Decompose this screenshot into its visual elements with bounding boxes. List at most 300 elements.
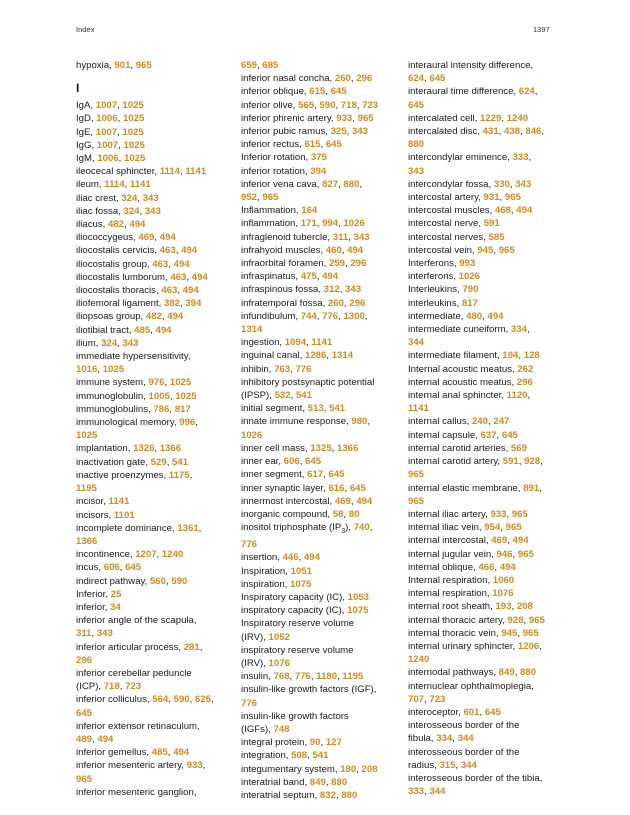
index-entry-line xyxy=(408,482,568,495)
page-reference-link[interactable]: 790 xyxy=(462,284,479,296)
page-reference-link[interactable]: 617 xyxy=(307,469,324,481)
page-reference-link[interactable]: 1195 xyxy=(76,483,97,495)
page-reference-link[interactable]: 901 xyxy=(114,60,131,71)
page-reference-link[interactable]: 637 xyxy=(480,429,497,441)
index-term-text: innate immune response, xyxy=(241,416,352,428)
page-reference-link[interactable]: 463 xyxy=(170,271,187,283)
page-reference-link[interactable]: 849 xyxy=(309,776,326,788)
page-reference-link[interactable]: 1025 xyxy=(76,430,98,442)
page-reference-link[interactable]: 880 xyxy=(520,667,537,679)
page-reference-link[interactable]: 343 xyxy=(142,192,159,204)
index-entry-line xyxy=(241,670,401,683)
page-reference-link[interactable]: 343 xyxy=(351,126,368,138)
page-reference-link[interactable]: 849 xyxy=(498,667,515,679)
page-reference-link[interactable]: 707 xyxy=(408,693,425,705)
index-term-text: inferior articular process, xyxy=(76,641,184,653)
page-reference-link[interactable]: 846 xyxy=(525,126,542,138)
index-term-text: , xyxy=(180,166,186,178)
page-reference-link[interactable]: 513 xyxy=(307,403,324,415)
page-reference-link[interactable]: 763 xyxy=(274,363,291,375)
page-reference-link[interactable]: 645 xyxy=(325,139,342,151)
page-reference-link[interactable]: 1114 xyxy=(104,179,125,191)
page-reference-link[interactable]: 343 xyxy=(122,337,139,349)
page-reference-link[interactable]: 723 xyxy=(125,681,142,693)
page-reference-link[interactable]: 1060 xyxy=(492,574,515,586)
page-reference-link[interactable]: 645 xyxy=(501,429,518,441)
page-reference-link[interactable]: 343 xyxy=(345,284,362,296)
page-reference-link[interactable]: 880 xyxy=(341,790,358,802)
page-reference-link[interactable]: 541 xyxy=(295,390,312,402)
page-reference-link[interactable]: 645 xyxy=(408,99,425,111)
index-column-3 xyxy=(408,59,568,798)
index-term-text: hypoxia, xyxy=(76,60,115,71)
page-reference-link[interactable]: 296 xyxy=(350,258,367,270)
index-term-text: internal oblique, xyxy=(408,561,479,573)
page-reference-link[interactable]: 1076 xyxy=(268,658,290,670)
page-reference-link[interactable]: 494 xyxy=(129,219,146,231)
page-reference-link[interactable]: 1016 xyxy=(76,364,98,376)
page-reference-link[interactable]: 529 xyxy=(150,456,167,468)
page-reference-link[interactable]: 325 xyxy=(330,126,347,138)
page-reference-link[interactable]: 494 xyxy=(322,271,339,283)
index-term-text: , xyxy=(169,403,175,415)
index-term-text: , xyxy=(167,747,174,759)
index-term-text: , xyxy=(337,671,343,683)
page-reference-link[interactable]: 343 xyxy=(515,178,532,190)
page-reference-link[interactable]: 1229 xyxy=(480,112,502,124)
page-reference-link[interactable]: 645 xyxy=(349,482,366,494)
page-reference-link[interactable]: 606 xyxy=(103,562,120,574)
page-reference-link[interactable]: 933 xyxy=(186,760,203,772)
index-term-text: intercostal nerves, xyxy=(408,231,489,243)
page-reference-link[interactable]: 382 xyxy=(163,298,180,310)
page-reference-link[interactable]: 1141 xyxy=(311,337,333,349)
page-reference-link[interactable]: 1075 xyxy=(290,578,312,590)
page-reference-link[interactable]: 832 xyxy=(319,790,336,802)
page-reference-link[interactable]: 311 xyxy=(332,231,349,243)
page-reference-link[interactable]: 469 xyxy=(491,535,508,547)
page-reference-link[interactable]: 1195 xyxy=(342,671,364,683)
page-reference-link[interactable]: 1207 xyxy=(135,549,157,561)
page-reference-link[interactable]: 431 xyxy=(482,126,499,138)
page-reference-link[interactable]: 1025 xyxy=(175,390,197,402)
page-reference-link[interactable]: 475 xyxy=(300,271,317,283)
page-reference-link[interactable]: 965 xyxy=(511,508,528,520)
page-reference-link[interactable]: 560 xyxy=(149,575,166,587)
index-term-text: , xyxy=(541,126,545,138)
page-reference-link[interactable]: 296 xyxy=(516,376,533,388)
page-reference-link[interactable]: 776 xyxy=(241,539,258,551)
page-reference-link[interactable]: 776 xyxy=(322,310,339,322)
page-reference-link[interactable]: 394 xyxy=(185,298,202,310)
page-reference-link[interactable]: 1120 xyxy=(506,390,528,402)
page-reference-link[interactable]: 993 xyxy=(459,258,476,270)
page-reference-link[interactable]: 615 xyxy=(304,139,321,151)
page-reference-link[interactable]: 1366 xyxy=(159,443,182,455)
page-reference-link[interactable]: 1094 xyxy=(284,337,307,349)
page-reference-link[interactable]: 1007 xyxy=(95,100,118,112)
page-reference-link[interactable]: 333 xyxy=(408,786,425,798)
page-reference-link[interactable]: 485 xyxy=(134,324,151,336)
page-reference-link[interactable]: 1005 xyxy=(148,390,170,402)
index-term-text: , xyxy=(528,152,532,164)
index-entry-line xyxy=(241,697,401,710)
index-entry-line xyxy=(76,310,236,323)
page-reference-link[interactable]: 80 xyxy=(348,508,360,520)
page-reference-link[interactable]: 541 xyxy=(172,456,189,468)
page-reference-link[interactable]: 344 xyxy=(429,786,446,798)
page-reference-link[interactable]: 606 xyxy=(283,456,300,468)
page-reference-link[interactable]: 1286 xyxy=(305,350,327,362)
page-reference-link[interactable]: 494 xyxy=(159,232,176,244)
page-reference-link[interactable]: 945 xyxy=(501,627,518,639)
page-reference-link[interactable]: 343 xyxy=(144,205,161,217)
page-reference-link[interactable]: 494 xyxy=(97,733,114,745)
page-reference-link[interactable]: 438 xyxy=(504,126,521,138)
page-reference-link[interactable]: 343 xyxy=(353,231,370,243)
page-reference-link[interactable]: 945 xyxy=(477,244,494,256)
page-reference-link[interactable]: 645 xyxy=(125,562,142,574)
page-reference-link[interactable]: 494 xyxy=(181,245,198,257)
page-reference-link[interactable]: 171 xyxy=(300,218,317,230)
page-reference-link[interactable]: 817 xyxy=(174,403,191,415)
page-reference-link[interactable]: 460 xyxy=(325,244,342,256)
page-reference-link[interactable]: 466 xyxy=(478,561,495,573)
page-reference-link[interactable]: 718 xyxy=(340,99,357,111)
page-reference-link[interactable]: 469 xyxy=(138,232,155,244)
page-reference-link[interactable]: 482 xyxy=(108,219,125,231)
page-reference-link[interactable]: 645 xyxy=(484,706,501,718)
page-reference-link[interactable]: 1240 xyxy=(506,112,529,124)
page-reference-link[interactable]: 880 xyxy=(331,776,348,788)
page-reference-link[interactable]: 1361 xyxy=(177,522,199,534)
page-reference-link[interactable]: 334 xyxy=(436,733,453,745)
page-reference-link[interactable]: 645 xyxy=(429,73,446,85)
page-reference-link[interactable]: 880 xyxy=(343,178,360,190)
index-term-text: , xyxy=(341,244,348,256)
page-reference-link[interactable]: 296 xyxy=(349,297,366,309)
page-reference-link[interactable]: 740 xyxy=(353,522,370,534)
index-entry-line xyxy=(76,522,236,535)
index-entry-line xyxy=(76,601,236,614)
page-reference-link[interactable]: 494 xyxy=(356,495,373,507)
page-reference-link[interactable]: 164 xyxy=(301,205,318,217)
page-reference-link[interactable]: 723 xyxy=(362,99,379,111)
page-reference-link[interactable]: 744 xyxy=(300,310,317,322)
index-term-text: , xyxy=(518,456,525,468)
page-reference-link[interactable]: 343 xyxy=(408,165,425,177)
page-reference-link[interactable]: 880 xyxy=(408,139,425,151)
page-reference-link[interactable]: 1025 xyxy=(123,139,145,151)
page-reference-link[interactable]: 591 xyxy=(502,456,519,468)
page-reference-link[interactable]: 965 xyxy=(408,469,425,481)
page-reference-link[interactable]: 564 xyxy=(152,694,169,706)
page-reference-link[interactable]: 776 xyxy=(241,697,258,709)
page-reference-link[interactable]: 334 xyxy=(510,324,527,336)
page-reference-link[interactable]: 1025 xyxy=(169,377,192,389)
page-reference-link[interactable]: 34 xyxy=(110,601,121,613)
page-reference-link[interactable]: 946 xyxy=(496,548,513,560)
page-reference-link[interactable]: 748 xyxy=(273,724,290,736)
page-reference-link[interactable]: 494 xyxy=(512,535,529,547)
page-reference-link[interactable]: 494 xyxy=(167,311,184,323)
page-reference-link[interactable]: 645 xyxy=(76,707,93,719)
page-reference-link[interactable]: 25 xyxy=(110,588,122,600)
page-reference-link[interactable]: 996 xyxy=(179,417,196,429)
page-reference-link[interactable]: 1025 xyxy=(122,113,145,125)
page-reference-link[interactable]: 601 xyxy=(463,706,480,718)
index-column-2 xyxy=(241,59,401,802)
page-reference-link[interactable]: 645 xyxy=(328,469,345,481)
page-reference-link[interactable]: 494 xyxy=(499,561,516,573)
page-reference-link[interactable]: 494 xyxy=(182,285,199,297)
page-reference-link[interactable]: 569 xyxy=(510,442,527,454)
page-reference-link[interactable]: 1175 xyxy=(168,469,190,481)
page-reference-link[interactable]: 965 xyxy=(135,60,152,71)
page-reference-link[interactable]: 817 xyxy=(461,297,478,309)
page-reference-link[interactable]: 685 xyxy=(262,60,279,71)
page-reference-link[interactable]: 312 xyxy=(323,284,340,296)
page-reference-link[interactable]: 1180 xyxy=(316,671,338,683)
index-entry-line xyxy=(408,772,568,785)
page-reference-link[interactable]: 1114 xyxy=(159,166,181,178)
page-reference-link[interactable]: 127 xyxy=(325,737,342,749)
page-reference-link[interactable]: 1075 xyxy=(347,605,369,617)
page-reference-link[interactable]: 208 xyxy=(516,601,533,613)
page-reference-link[interactable]: 260 xyxy=(334,73,351,85)
page-reference-link[interactable]: 1325 xyxy=(310,442,332,454)
page-reference-link[interactable]: 90 xyxy=(309,737,321,749)
page-reference-link[interactable]: 965 xyxy=(504,192,521,204)
page-reference-link[interactable]: 469 xyxy=(334,495,351,507)
page-reference-link[interactable]: 1300 xyxy=(343,310,365,322)
page-reference-link[interactable]: 645 xyxy=(330,86,347,98)
page-reference-link[interactable]: 931 xyxy=(483,192,500,204)
index-term-text: , xyxy=(314,99,320,111)
page-reference-link[interactable]: 485 xyxy=(151,747,168,759)
page-reference-link[interactable]: 965 xyxy=(498,244,515,256)
page-reference-link[interactable]: 1141 xyxy=(108,496,130,508)
page-reference-link[interactable]: 1101 xyxy=(113,509,135,521)
page-reference-link[interactable]: 494 xyxy=(173,258,190,270)
page-reference-link[interactable]: 965 xyxy=(408,495,425,507)
page-reference-link[interactable]: 375 xyxy=(310,152,327,164)
index-term-text: , xyxy=(325,86,331,98)
page-reference-link[interactable]: 494 xyxy=(191,271,208,283)
page-reference-link[interactable]: 645 xyxy=(305,456,322,468)
page-reference-link[interactable]: 1025 xyxy=(122,126,144,138)
page-reference-link[interactable]: 494 xyxy=(487,310,504,322)
page-reference-link[interactable]: 1141 xyxy=(408,403,429,415)
page-reference-link[interactable]: 1026 xyxy=(241,429,263,441)
page-reference-link[interactable]: 718 xyxy=(103,681,120,693)
page-reference-link[interactable]: 1026 xyxy=(458,271,481,283)
page-reference-link[interactable]: 786 xyxy=(153,403,170,415)
index-entry-line xyxy=(76,390,236,403)
page-reference-link[interactable]: 776 xyxy=(295,363,312,375)
page-reference-link[interactable]: 468 xyxy=(494,205,511,217)
index-entry-line xyxy=(241,644,401,657)
index-term-text: Inspiration, xyxy=(241,565,291,577)
page-reference-link[interactable]: 565 xyxy=(298,99,315,111)
page-reference-link[interactable]: 315 xyxy=(439,759,456,771)
page-reference-link[interactable]: 463 xyxy=(161,285,178,297)
page-reference-link[interactable]: 591 xyxy=(483,218,500,230)
page-reference-link[interactable]: 1326 xyxy=(133,443,155,455)
index-term-text: , xyxy=(119,562,126,574)
page-reference-link[interactable]: 952 xyxy=(241,192,258,204)
page-reference-link[interactable]: 324 xyxy=(101,337,118,349)
index-term-text: , xyxy=(338,178,344,190)
page-reference-link[interactable]: 1025 xyxy=(102,364,125,376)
page-reference-link[interactable]: 965 xyxy=(517,548,534,560)
index-term-text: , xyxy=(316,310,323,322)
page-reference-link[interactable]: 1076 xyxy=(492,588,514,600)
page-reference-link[interactable]: 928 xyxy=(524,456,541,468)
page-reference-link[interactable]: 980 xyxy=(351,416,368,428)
page-reference-link[interactable]: 260 xyxy=(327,297,344,309)
page-reference-link[interactable]: 296 xyxy=(356,73,373,85)
index-entry-line xyxy=(241,617,401,630)
page-reference-link[interactable]: 208 xyxy=(361,763,378,775)
page-reference-link[interactable]: 494 xyxy=(155,324,172,336)
page-reference-link[interactable]: 262 xyxy=(517,363,534,375)
page-reference-link[interactable]: 330 xyxy=(493,178,510,190)
page-reference-link[interactable]: 104 xyxy=(502,350,519,362)
page-reference-link[interactable]: 259 xyxy=(328,258,345,270)
page-reference-link[interactable]: 615 xyxy=(309,86,326,98)
page-reference-link[interactable]: 965 xyxy=(505,522,522,534)
page-reference-link[interactable]: 1141 xyxy=(185,166,207,178)
index-entry-line xyxy=(76,786,236,799)
page-reference-link[interactable]: 240 xyxy=(472,416,489,428)
page-reference-link[interactable]: 463 xyxy=(152,258,169,270)
page-reference-link[interactable]: 624 xyxy=(408,73,425,85)
page-reference-link[interactable]: 1007 xyxy=(96,139,119,151)
page-reference-link[interactable]: 1206 xyxy=(517,640,540,652)
page-reference-link[interactable]: 928 xyxy=(507,614,524,626)
page-reference-link[interactable]: 333 xyxy=(512,152,529,164)
page-reference-link[interactable]: 343 xyxy=(96,628,113,640)
page-reference-link[interactable]: 625 xyxy=(194,694,211,706)
page-reference-link[interactable]: 508 xyxy=(291,750,308,762)
page-reference-link[interactable]: 344 xyxy=(457,733,474,745)
index-term-text: , xyxy=(189,694,195,706)
index-term-text: iliocostalis group, xyxy=(76,258,153,270)
page-reference-link[interactable]: 532 xyxy=(274,390,291,402)
page-reference-link[interactable]: 1025 xyxy=(122,100,144,112)
index-term-text: , xyxy=(540,456,543,468)
page-reference-link[interactable]: 394 xyxy=(310,165,327,177)
page-reference-link[interactable]: 1006 xyxy=(97,153,119,165)
index-entry-line xyxy=(408,138,568,151)
page-reference-link[interactable]: 1314 xyxy=(331,350,354,362)
page-reference-link[interactable]: 1366 xyxy=(76,535,98,547)
page-reference-link[interactable]: 659 xyxy=(241,60,258,71)
page-reference-link[interactable]: 827 xyxy=(322,178,339,190)
page-reference-link[interactable]: 616 xyxy=(328,482,345,494)
page-reference-link[interactable]: 965 xyxy=(262,192,279,204)
page-reference-link[interactable]: 1240 xyxy=(161,549,184,561)
page-reference-link[interactable]: 933 xyxy=(336,112,353,124)
page-reference-link[interactable]: 482 xyxy=(145,311,162,323)
page-reference-link[interactable]: 965 xyxy=(528,614,545,626)
page-reference-link[interactable]: 1141 xyxy=(129,179,151,191)
page-reference-link[interactable]: 1052 xyxy=(268,631,290,643)
page-reference-link[interactable]: 489 xyxy=(76,733,93,745)
index-term-text: , xyxy=(514,667,521,679)
page-reference-link[interactable]: 1240 xyxy=(408,654,430,666)
page-reference-link[interactable]: 1026 xyxy=(343,218,365,230)
index-term-text: inhibin, xyxy=(241,363,275,375)
page-reference-link[interactable]: 494 xyxy=(516,205,533,217)
page-reference-link[interactable]: 58 xyxy=(332,508,344,520)
page-reference-link[interactable]: 344 xyxy=(460,759,477,771)
page-reference-link[interactable]: 590 xyxy=(173,694,190,706)
index-entry-line xyxy=(76,376,236,389)
index-entry-line xyxy=(241,349,401,362)
page-reference-link[interactable]: 463 xyxy=(159,245,176,257)
page-reference-link[interactable]: 1006 xyxy=(96,113,118,125)
page-reference-link[interactable]: 446 xyxy=(282,552,299,564)
index-term-text: interleukins, xyxy=(408,297,462,309)
index-entry-line xyxy=(408,627,568,640)
index-entry-line xyxy=(408,389,568,402)
index-term-text: Interleukins, xyxy=(408,284,463,296)
page-reference-link[interactable]: 1314 xyxy=(241,324,263,336)
page-reference-link[interactable]: 1051 xyxy=(290,565,312,577)
page-reference-link[interactable]: 296 xyxy=(76,654,93,666)
page-reference-link[interactable]: 1007 xyxy=(95,126,118,138)
page-reference-link[interactable]: 1053 xyxy=(347,592,369,604)
page-reference-link[interactable]: 965 xyxy=(522,627,539,639)
page-reference-link[interactable]: 994 xyxy=(322,218,339,230)
page-reference-link[interactable]: 480 xyxy=(466,310,483,322)
page-reference-link[interactable]: 965 xyxy=(357,112,374,124)
page-reference-link[interactable]: 1366 xyxy=(337,442,359,454)
page-reference-link[interactable]: 954 xyxy=(484,522,501,534)
page-reference-link[interactable]: 590 xyxy=(171,575,188,587)
page-reference-link[interactable]: 324 xyxy=(121,192,138,204)
index-term-text: , xyxy=(175,245,182,257)
page-reference-link[interactable]: 933 xyxy=(490,508,507,520)
page-reference-link[interactable]: 311 xyxy=(76,628,92,640)
page-reference-link[interactable]: 247 xyxy=(493,416,510,428)
page-reference-link[interactable]: 976 xyxy=(148,377,165,389)
page-reference-link[interactable]: 723 xyxy=(429,693,446,705)
page-reference-link[interactable]: 541 xyxy=(329,403,346,415)
page-reference-link[interactable]: 180 xyxy=(340,763,357,775)
page-reference-link[interactable]: 776 xyxy=(294,671,311,683)
page-reference-link[interactable]: 494 xyxy=(173,747,190,759)
page-reference-link[interactable]: 965 xyxy=(76,773,93,785)
page-reference-link[interactable]: 494 xyxy=(347,244,364,256)
page-reference-link[interactable]: 541 xyxy=(312,750,329,762)
page-reference-link[interactable]: 494 xyxy=(303,552,320,564)
page-reference-link[interactable]: 128 xyxy=(523,350,540,362)
page-reference-link[interactable]: 768 xyxy=(273,671,290,683)
index-term-text: internal urinary sphincter, xyxy=(408,640,518,652)
page-reference-link[interactable]: 585 xyxy=(488,231,505,243)
page-reference-link[interactable]: 624 xyxy=(518,86,535,98)
page-reference-link[interactable]: 324 xyxy=(123,205,140,217)
page-reference-link[interactable]: 344 xyxy=(408,337,425,349)
page-reference-link[interactable]: 193 xyxy=(495,601,512,613)
page-reference-link[interactable]: 281 xyxy=(183,641,200,653)
page-reference-link[interactable]: 1025 xyxy=(124,153,146,165)
page-reference-link[interactable]: 590 xyxy=(319,99,336,111)
page-reference-link[interactable]: 891 xyxy=(523,482,540,494)
